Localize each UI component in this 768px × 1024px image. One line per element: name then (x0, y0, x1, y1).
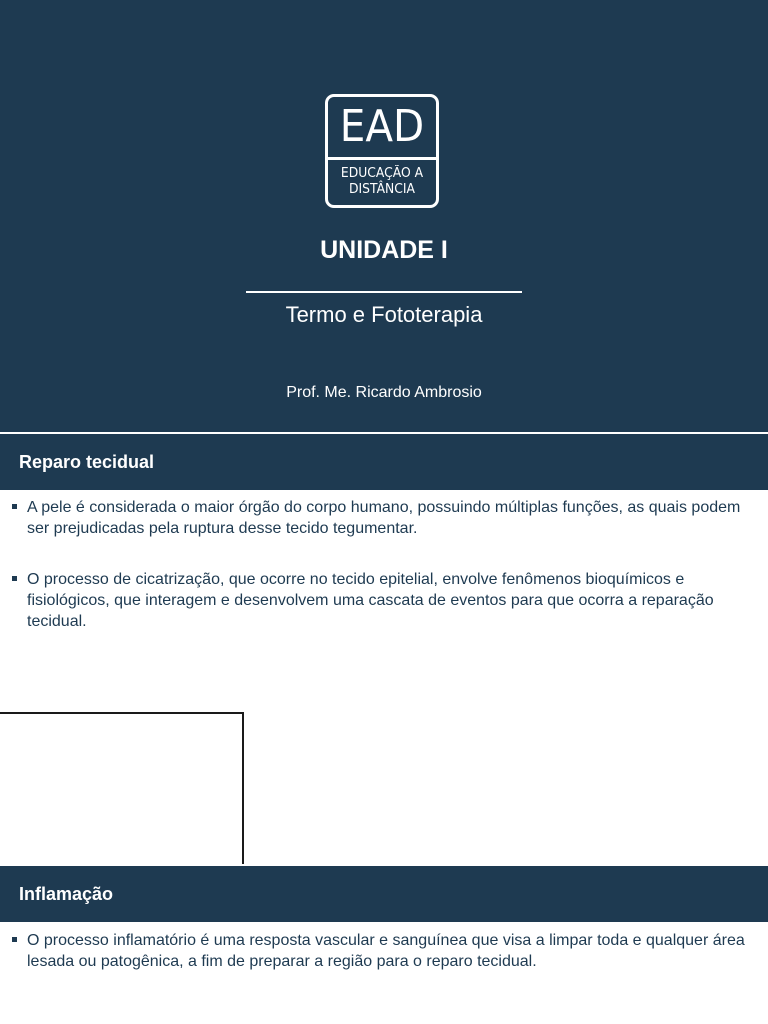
logo-subtitle (331, 166, 434, 198)
list-item (10, 569, 758, 632)
slide-heading-repair: Reparo tecidual (0, 434, 768, 490)
logo-sub-line-1: EDUCAÇÃO A (340, 166, 424, 181)
bullet-text: O processo inflamatório é uma resposta vascular e sanguínea que visa a limpar toda e qualquer área lesada ou patogênica, a fim de preparar a região para o reparo tecidual. (27, 932, 745, 970)
square-bullet-icon (12, 576, 17, 581)
list-item (10, 930, 758, 972)
logo-main-text: EAD (339, 101, 425, 152)
ead-logo (325, 94, 439, 208)
bullet-text: A pele é considerada o maior órgão do corpo humano, possuindo múltiplas funções, as quais podem ser prejudicadas pela ruptura desse tecido tegumentar. (27, 499, 741, 537)
unit-title: UNIDADE I (320, 236, 448, 264)
logo-sub-line-2: DISTÂNCIA (349, 182, 415, 197)
slide-heading-inflammation: Inflamação (0, 866, 768, 922)
square-bullet-icon (12, 937, 17, 942)
course-subtitle: Termo e Fototerapia (285, 302, 483, 327)
title-slide (0, 0, 768, 432)
repair-bullet-list (10, 497, 758, 632)
logo-divider (325, 157, 439, 160)
bullet-text: O processo de cicatrização, que ocorre no tecido epitelial, envolve fenômenos bioquímicos e fisiológicos, que interagem e desenvolvem uma cascata de eventos para que ocorra a reparação tecidual. (27, 571, 714, 630)
list-item (10, 497, 758, 539)
title-divider (246, 291, 522, 293)
square-bullet-icon (12, 504, 17, 509)
image-placeholder-frame (0, 712, 244, 864)
inflammation-bullet-list (10, 930, 758, 972)
author-name: Prof. Me. Ricardo Ambrosio (286, 384, 482, 401)
